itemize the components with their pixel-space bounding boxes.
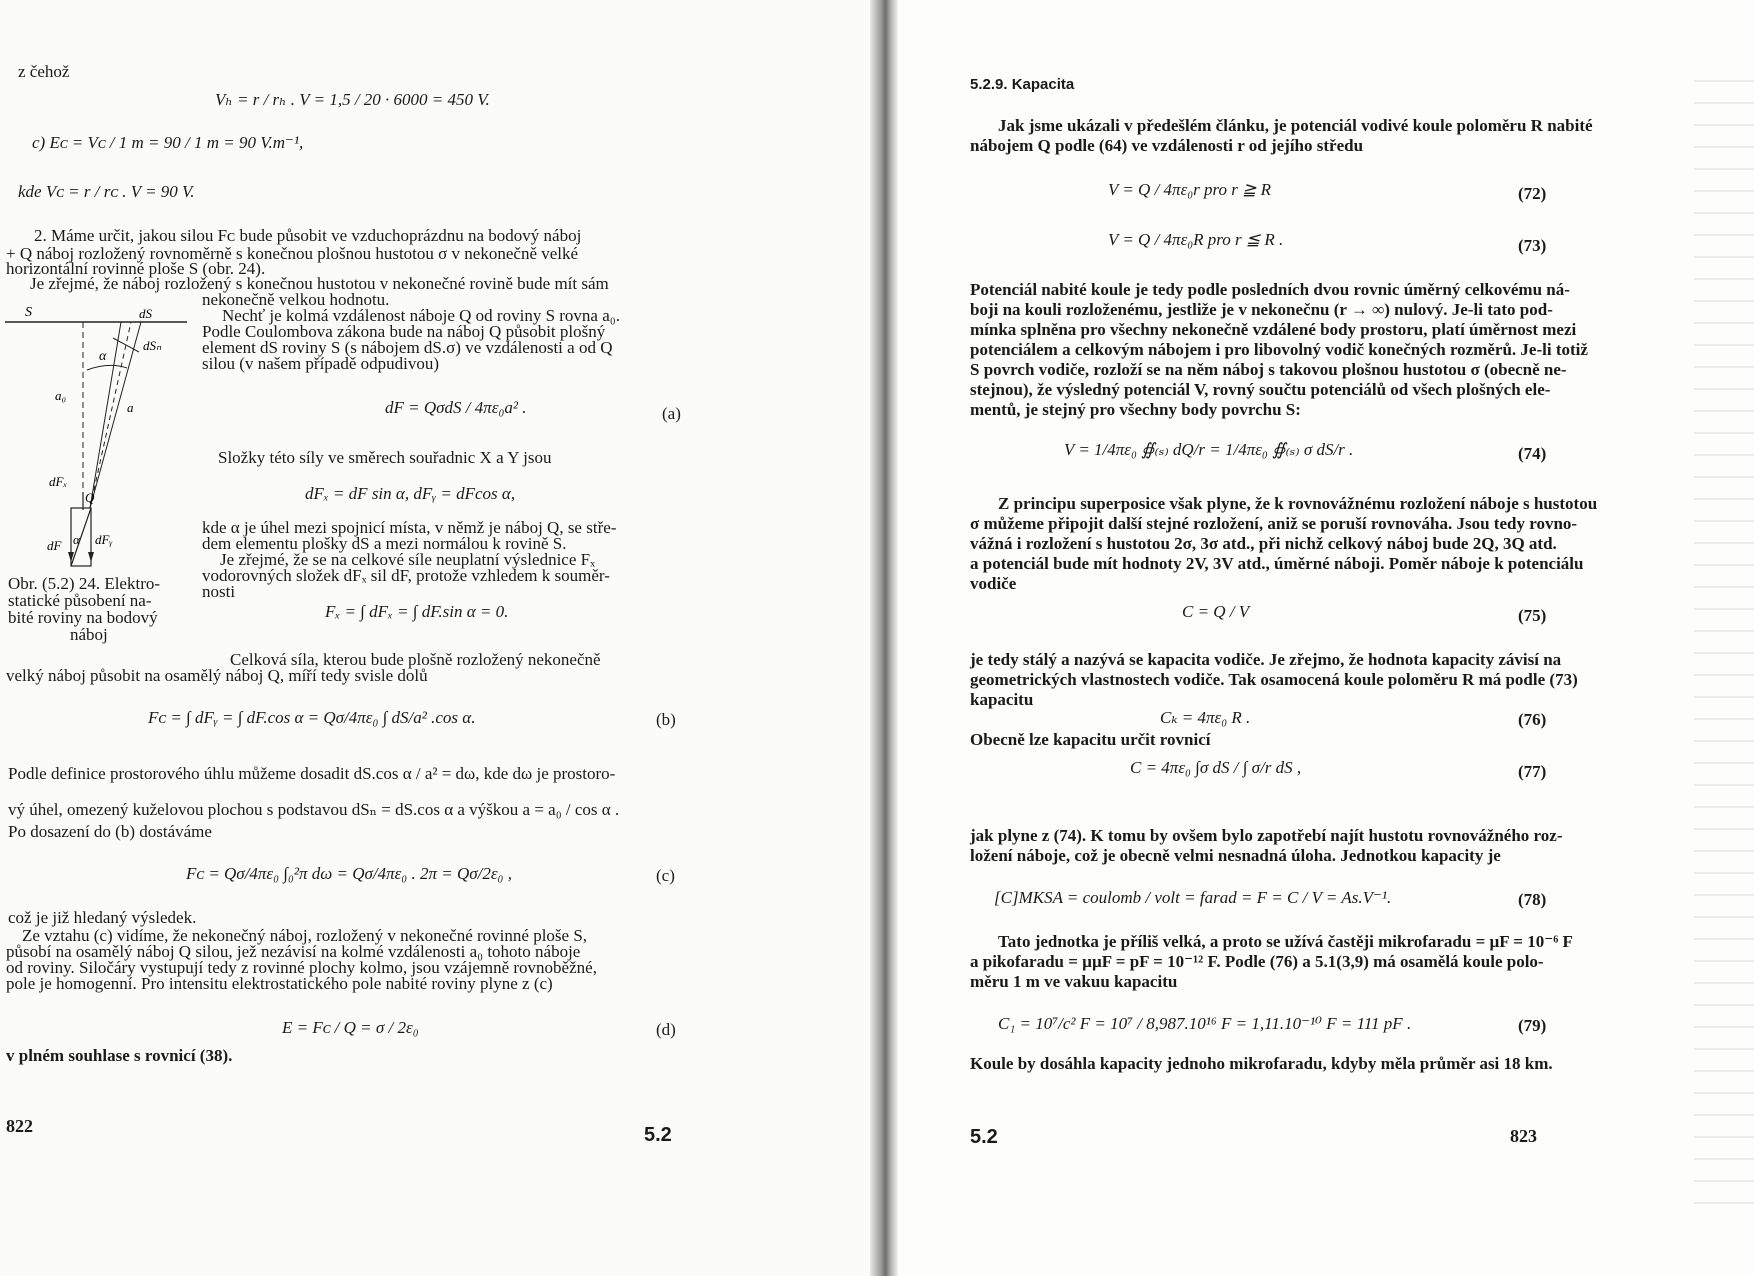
equation-number: (76) <box>1518 710 1547 729</box>
equation-number: (a) <box>662 404 681 423</box>
paragraph-line: horizontální rovinné ploše S (obr. 24). <box>6 259 266 278</box>
page-number: 822 <box>6 1116 33 1136</box>
paragraph-line: Podle Coulombova zákona bude na náboj Q působit plošný <box>202 322 606 341</box>
equation-fx: Fₓ = ∫ dFₓ = ∫ dF.sin α = 0. <box>325 602 509 621</box>
paragraph-line: od roviny. Siločáry vystupují tedy z rovinné plochy kolmo, jsou vzájemně rovnoběžné, <box>6 958 597 977</box>
paragraph-line: Složky této síly ve směrech souřadnic X a Y jsou <box>218 448 552 467</box>
paragraph-line: nekonečně velkou hodnotu. <box>202 290 390 309</box>
section-number: 5.2 <box>970 1126 998 1148</box>
figure-caption-line: bité roviny na bodový <box>8 608 158 627</box>
label-a0: a₀ <box>55 388 67 403</box>
paragraph-line: nábojem Q podle (64) ve vzdálenosti r od jejího středu <box>970 136 1364 155</box>
paragraph-line: ložení náboje, což je obecně velmi nesnadná úloha. Jednotkou kapacity je <box>970 846 1501 865</box>
paragraph-line: pole je homogenní. Pro intensitu elektrostatického pole nabité roviny plyne z (c) <box>6 974 553 993</box>
paragraph-line: silou (v našem případě odpudivou) <box>202 354 440 373</box>
equation-number: (75) <box>1518 606 1547 625</box>
equation-number: (77) <box>1518 762 1547 781</box>
paragraph-line: nosti <box>202 582 236 601</box>
paragraph-line: Jak jsme ukázali v předešlém článku, je potenciál vodivé koule poloměru R nabité <box>998 116 1593 135</box>
paragraph-line: Koule by dosáhla kapacity jednoho mikrofaradu, kdyby měla průměr asi 18 km. <box>970 1054 1553 1073</box>
label-dFy: dFᵧ <box>95 532 113 547</box>
paragraph-line: element dS roviny S (s nábojem dS.σ) ve vzdálenosti a od Q <box>202 338 613 357</box>
label-dSn: dSₙ <box>143 338 162 353</box>
equation-number: (72) <box>1518 184 1547 203</box>
equation-number: (74) <box>1518 444 1547 463</box>
label-a: a <box>127 400 134 415</box>
label-dFx: dFₓ <box>49 474 68 489</box>
paragraph-line: a pikofaradu = µµF = pF = 10⁻¹² F. Podle (76) a 5.1(3,9) má osamělá koule polo- <box>970 952 1544 971</box>
equation-a: dF = QσdS / 4πε₀a² . <box>385 398 527 417</box>
figure-caption-line: Obr. (5.2) 24. Elektro- <box>8 574 161 593</box>
paragraph-line: potenciálem a celkovým nábojem i pro libovolný vodič konečných rozměrů. Je-li totiž <box>970 340 1588 359</box>
equation-ec: c) Eᴄ = Vᴄ / 1 m = 90 / 1 m = 90 V.m⁻¹, <box>32 133 304 152</box>
figure-charged-plane <box>5 300 195 570</box>
equation-vb: Vₕ = r / rₕ . V = 1,5 / 20 · 6000 = 450 V. <box>215 90 490 109</box>
paragraph-line: S povrch vodiče, rozloží se na něm náboj s takovou plošnou hustotou σ (obecně ne- <box>970 360 1567 379</box>
paragraph-line: velký náboj působit na osamělý náboj Q, míří tedy svisle dolů <box>6 666 428 685</box>
label-dF: dF <box>47 538 62 553</box>
paragraph-line: geometrických vlastnostech vodiče. Tak osamocená koule poloměru R má podle (73) <box>970 670 1578 689</box>
section-number: 5.2 <box>644 1124 672 1146</box>
figure-caption-line: náboj <box>70 625 108 644</box>
paragraph-line: kde α je úhel mezi spojnicí místa, v němž je náboj Q, se stře- <box>202 518 617 537</box>
equation-76: Cₖ = 4πε₀ R . <box>1160 708 1251 727</box>
paragraph-line: stejnou), že výsledný potenciál V, rovný součtu potenciálů od všech plošných ele- <box>970 380 1551 399</box>
paragraph-line: Je zřejmé, že náboj rozložený s konečnou hustotou v nekonečné rovině bude mít sám <box>30 274 609 293</box>
paragraph-line: vážná i rozložení s hustotou 2σ, 3σ atd., při nichž celkový náboj bude 2Q, 3Q atd. <box>970 534 1557 553</box>
paragraph-line: Potenciál nabité koule je tedy podle posledních dvou rovnic úměrný celkovému ná- <box>970 280 1570 299</box>
book-gutter <box>870 0 898 1276</box>
left-page <box>0 0 870 1276</box>
equation-75: C = Q / V <box>1182 602 1250 621</box>
page-number: 823 <box>1510 1126 1537 1146</box>
equation-vc: kde Vᴄ = r / rᴄ . V = 90 V. <box>18 182 195 201</box>
equation-72: V = Q / 4πε₀r pro r ≧ R <box>1108 180 1272 199</box>
paragraph-line: Celková síla, kterou bude plošně rozložený nekonečně <box>230 650 601 669</box>
equation-components: dFₓ = dF sin α, dFᵧ = dFcos α, <box>305 484 516 503</box>
equation-d: E = Fᴄ / Q = σ / 2ε₀ <box>282 1018 419 1037</box>
bleed-through <box>1694 60 1754 1220</box>
equation-number: (d) <box>656 1020 676 1039</box>
paragraph-line: dem elementu plošky dS a mezi normálou k rovině S. <box>202 534 567 553</box>
equation-74: V = 1/4πε₀ ∯₍ₛ₎ dQ/r = 1/4πε₀ ∯₍ₛ₎ σ dS/r . <box>1064 440 1354 459</box>
paragraph-line: 2. Máme určit, jakou silou Fᴄ bude působit ve vzduchoprázdnu na bodový náboj <box>34 226 582 245</box>
paragraph-line: Nechť je kolmá vzdálenost náboje Q od roviny S rovna a₀. <box>222 306 620 325</box>
figure-caption-line: statické působení na- <box>8 591 152 610</box>
equation-number: (73) <box>1518 236 1547 255</box>
paragraph-line: vodiče <box>970 574 1017 593</box>
equation-c: Fᴄ = Qσ/4πε₀ ∫₀²π dω = Qσ/4πε₀ . 2π = Qσ/2ε₀ , <box>186 864 512 883</box>
paragraph-line: mentů, je stejný pro všechny body povrchu S: <box>970 400 1301 419</box>
paragraph-line: mínka splněna pro všechny nekonečně vzdálené body prostoru, platí úměrnost mezi <box>970 320 1577 339</box>
paragraph-line: jak plyne z (74). K tomu by ovšem bylo zapotřebí najít hustotu rovnovážného roz- <box>970 826 1563 845</box>
paragraph-line: v plném souhlase s rovnicí (38). <box>6 1046 233 1065</box>
paragraph-line: + Q náboj rozložený rovnoměrně s konečnou plošnou hustotou σ v nekonečně velké <box>6 244 579 263</box>
paragraph-line: Podle definice prostorového úhlu můžeme dosadit dS.cos α / a² = dω, kde dω je prostoro- <box>8 764 616 783</box>
paragraph-line: Obecně lze kapacitu určit rovnicí <box>970 730 1211 749</box>
paragraph-line: Tato jednotka je příliš velká, a proto se užívá častěji mikrofaradu = µF = 10⁻⁶ F <box>998 932 1573 951</box>
paragraph-line: Z principu superposice však plyne, že k rovnovážnému rozložení náboje s hustotou <box>998 494 1598 513</box>
label-alpha: α <box>99 349 107 364</box>
paragraph-line: boji na kouli rozloženému, jestliže je v nekonečnu (r → ∞) nulový. Je-li tato pod- <box>970 300 1553 319</box>
label-alpha-2: α <box>73 532 80 547</box>
label-S: S <box>25 305 32 320</box>
label-dS: dS <box>139 306 152 321</box>
equation-number: (78) <box>1518 890 1547 909</box>
equation-number: (b) <box>656 710 676 729</box>
paragraph-line: měru 1 m ve vakuu kapacitu <box>970 972 1178 991</box>
paragraph-line: Ze vztahu (c) vidíme, že nekonečný náboj, rozložený v nekonečné rovinné ploše S, <box>22 926 588 945</box>
paragraph-line: působí na osamělý náboj Q silou, jež nezávisí na kolmé vzdálenosti a₀ tohoto náboje <box>6 942 581 961</box>
paragraph-line: je tedy stálý a nazývá se kapacita vodiče. Je zřejmo, že hodnota kapacity závisí na <box>970 650 1562 669</box>
paragraph-line: kapacitu <box>970 690 1034 709</box>
text-intro: z čehož <box>18 62 70 81</box>
paragraph-line: což je již hledaný výsledek. <box>8 908 197 927</box>
equation-77: C = 4πε₀ ∫σ dS / ∫ σ/r dS , <box>1130 758 1302 777</box>
equation-73: V = Q / 4πε₀R pro r ≦ R . <box>1108 230 1284 249</box>
equation-78: [C]MKSA = coulomb / volt = farad = F = C / V = As.V⁻¹. <box>994 888 1392 907</box>
paragraph-line: vý úhel, omezený kuželovou plochou s podstavou dSₙ = dS.cos α a výškou a = a₀ / cos α . <box>8 800 620 819</box>
paragraph-line: σ můžeme připojit další stejné rozložení, aniž se poruší rovnováha. Jsou tedy rovno- <box>970 514 1578 533</box>
section-heading: 5.2.9. Kapacita <box>970 76 1075 93</box>
paragraph-line: a potenciál bude mít hodnoty 2V, 3V atd., úměrné náboji. Poměr náboje k potenciálu <box>970 554 1584 573</box>
label-Q: Q <box>85 490 95 505</box>
equation-79: C₁ = 10⁷/c² F = 10⁷ / 8,987.10¹⁶ F = 1,11.10⁻¹⁰ F = 111 pF . <box>998 1014 1412 1033</box>
paragraph-line: Je zřejmé, že se na celkové síle neuplatní výslednice Fₓ <box>220 550 596 569</box>
equation-number: (c) <box>656 866 675 885</box>
right-page <box>898 0 1754 1276</box>
paragraph-line: vodorovných složek dFₓ sil dF, protože vzhledem k souměr- <box>202 566 610 585</box>
equation-b: Fᴄ = ∫ dFᵧ = ∫ dF.cos α = Qσ/4πε₀ ∫ dS/a² .cos α. <box>148 708 476 727</box>
equation-number: (79) <box>1518 1016 1547 1035</box>
paragraph-line: Po dosazení do (b) dostáváme <box>8 822 212 841</box>
